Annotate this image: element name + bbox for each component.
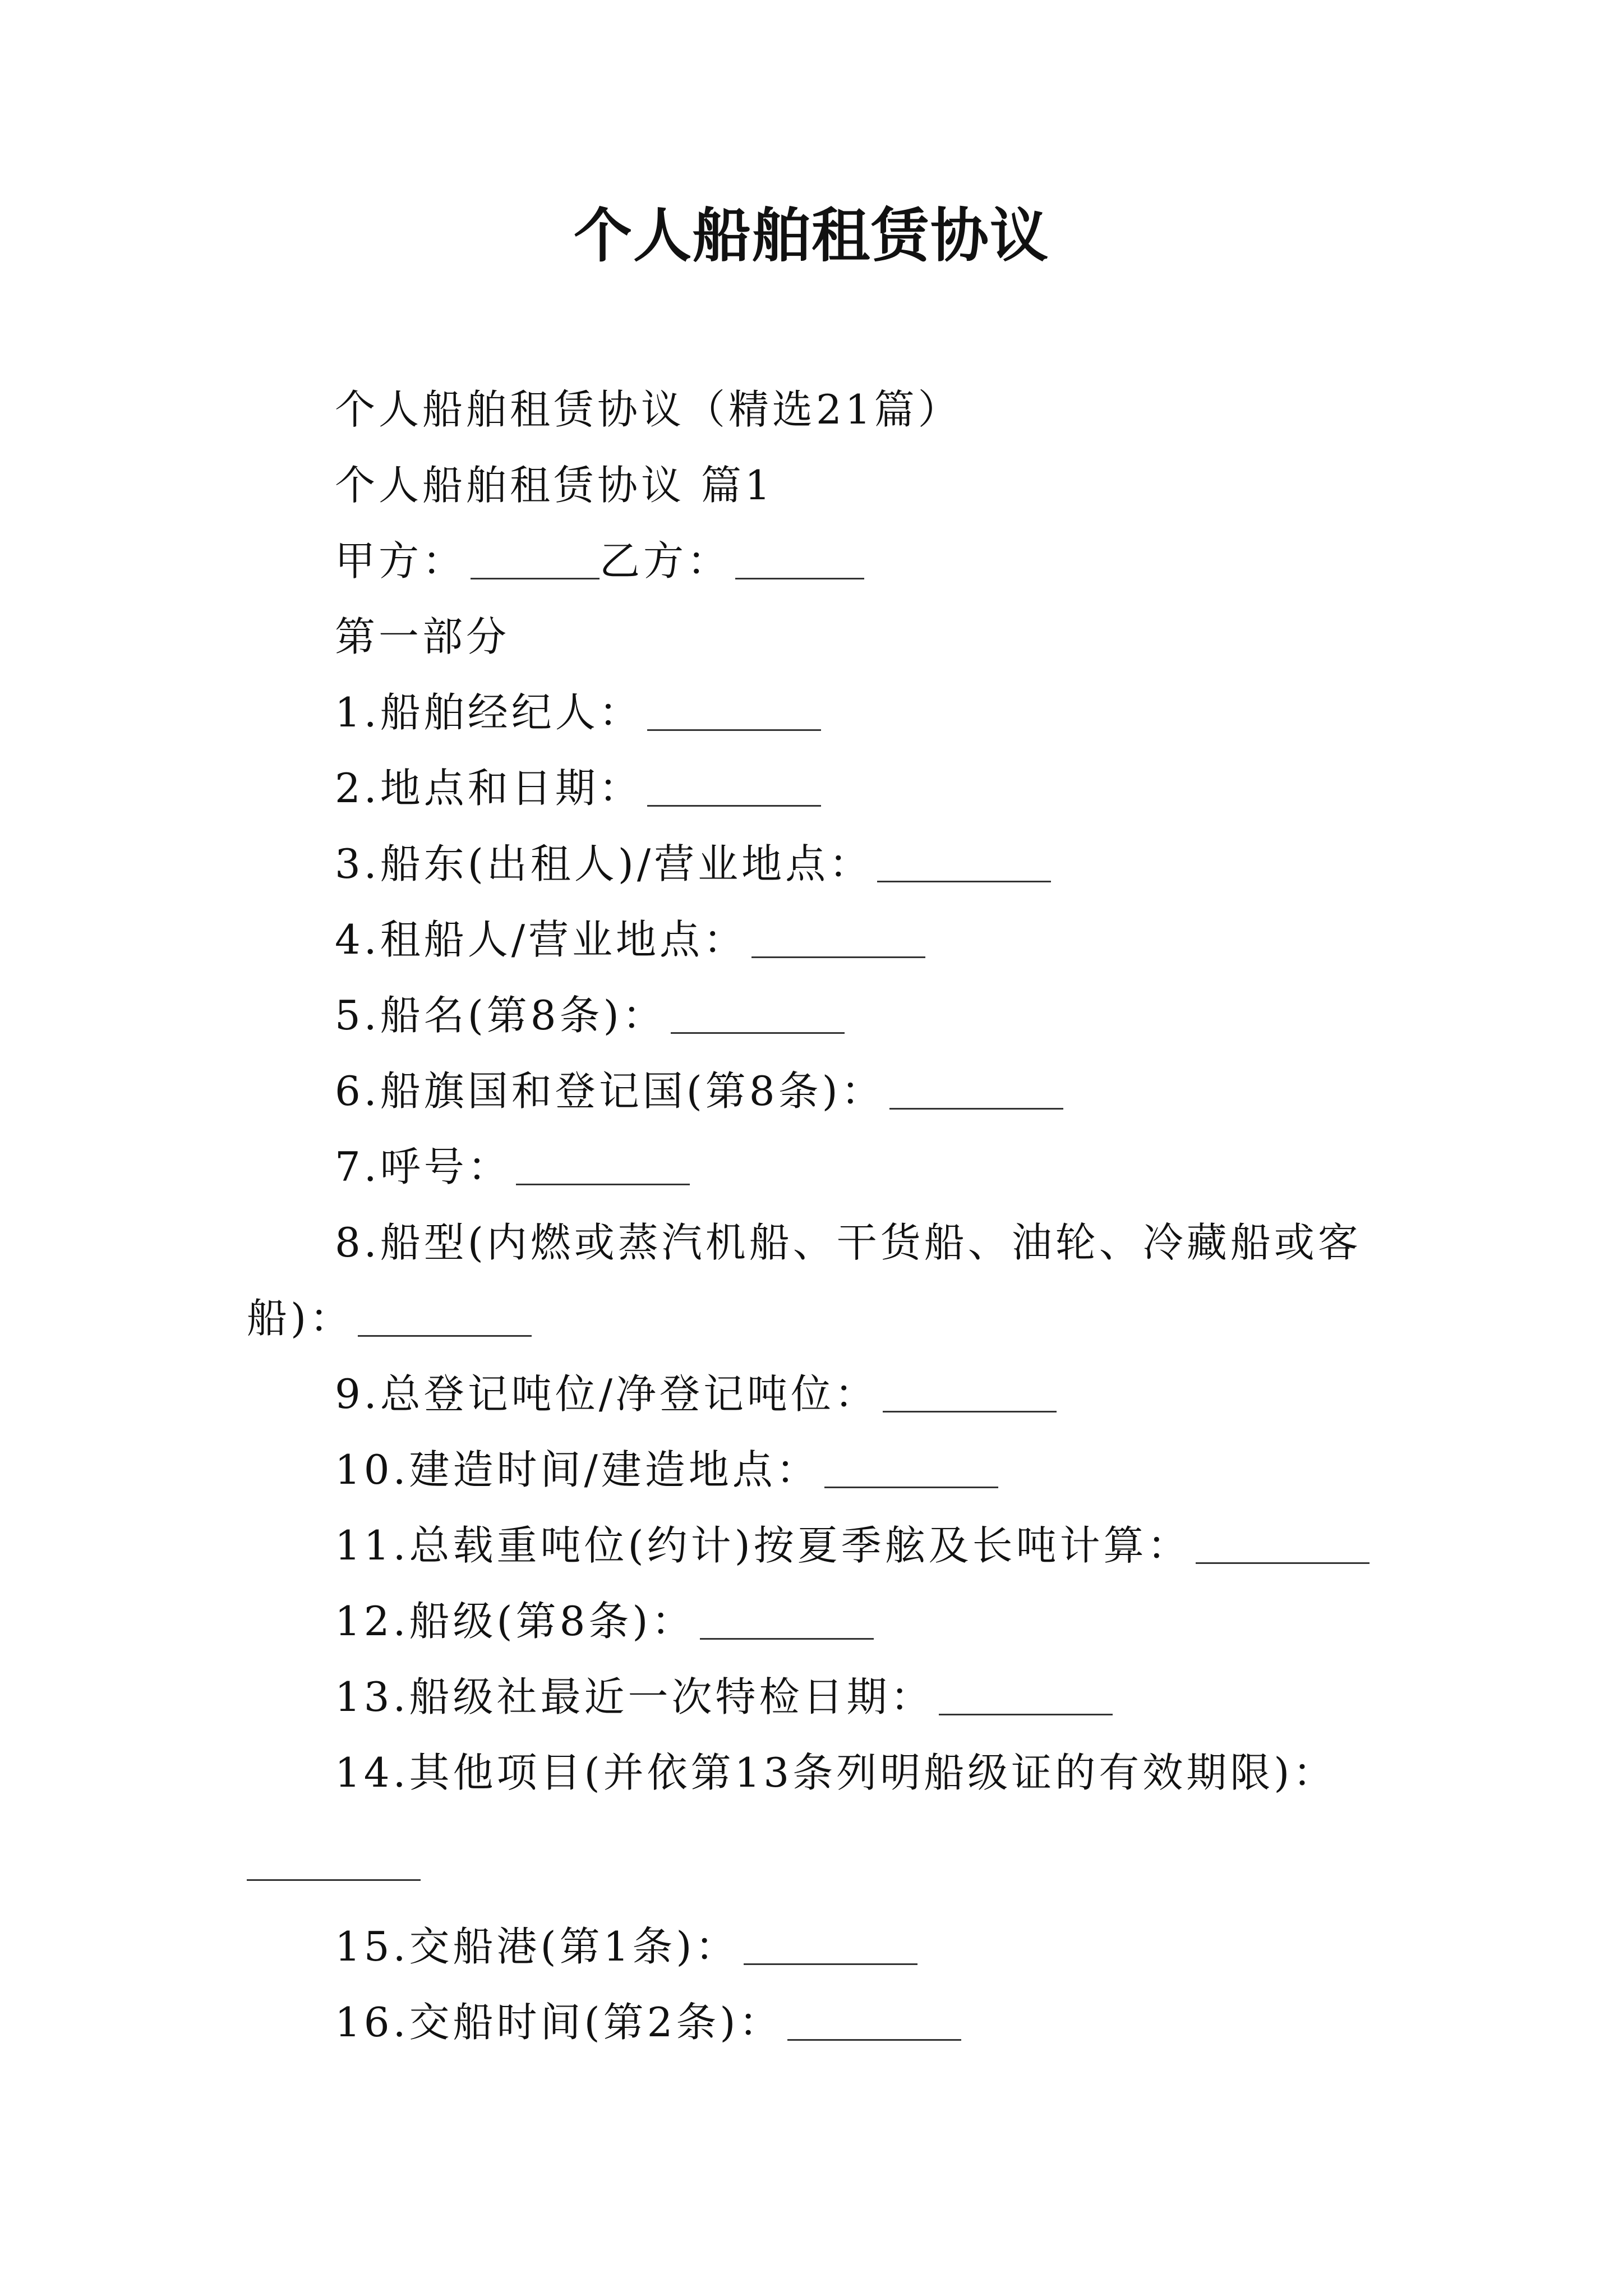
list-item-continuation — [247, 1290, 532, 1346]
item-label: 2.地点和日期： — [335, 765, 643, 812]
list-item: 8.船型(内燃或蒸汽机船、干货船、油轮、冷藏船或客 — [335, 1219, 1362, 1266]
item-label: 4.租船人/营业地点： — [335, 916, 747, 963]
item-blank — [700, 1638, 874, 1640]
list-item — [335, 912, 925, 968]
list-item — [335, 1517, 1370, 1573]
item-label: 13.船级社最近一次特检日期： — [335, 1673, 934, 1720]
item-blank — [1196, 1562, 1370, 1564]
list-item — [335, 1442, 998, 1498]
item-label: 船)： — [247, 1295, 354, 1342]
list-item — [335, 1063, 1063, 1119]
party-a-blank — [471, 578, 600, 579]
item-blank — [824, 1487, 998, 1488]
item-label: 9.总登记吨位/净登记吨位： — [335, 1370, 878, 1418]
list-item — [335, 987, 845, 1043]
list-item — [335, 1918, 917, 1975]
item-blank — [247, 1879, 421, 1881]
list-item — [335, 1994, 961, 2050]
document-title: 个人船舶租赁协议 — [573, 201, 1049, 270]
item-blank — [358, 1335, 532, 1337]
item-blank — [883, 1411, 1057, 1412]
item-label: 6.船旗国和登记国(第8条)： — [335, 1068, 885, 1115]
subtitle: 个人船舶租赁协议（精选21篇） — [335, 386, 962, 433]
item-label: 5.船名(第8条)： — [335, 992, 666, 1039]
list-item — [335, 1669, 1113, 1725]
list-item — [335, 684, 821, 740]
item-label: 10.建造时间/建造地点： — [335, 1446, 820, 1493]
item-label: 16.交船时间(第2条)： — [335, 1999, 783, 2046]
item-blank — [671, 1032, 845, 1034]
item-blank — [877, 881, 1051, 882]
item-blank — [939, 1714, 1113, 1715]
party-b-label: 乙方： — [600, 537, 731, 585]
item-label: 15.交船港(第1条)： — [335, 1923, 739, 1970]
part-one-heading: 第一部分 — [335, 613, 510, 660]
list-item-continuation — [247, 1834, 421, 1890]
list-item — [335, 1593, 874, 1649]
item-label: 12.船级(第8条)： — [335, 1598, 695, 1645]
list-item — [335, 836, 1051, 892]
section-heading: 个人船舶租赁协议 篇1 — [335, 462, 774, 509]
item-label: 7.呼号： — [335, 1143, 511, 1190]
item-blank — [787, 2039, 961, 2041]
item-blank — [751, 956, 925, 958]
parties-line — [335, 533, 864, 589]
list-item — [335, 1139, 690, 1195]
list-item — [335, 760, 821, 816]
item-blank — [647, 805, 821, 807]
party-b-blank — [735, 578, 864, 579]
item-label: 1.船舶经纪人： — [335, 689, 643, 736]
item-blank — [889, 1108, 1063, 1110]
item-blank — [516, 1184, 690, 1185]
item-blank — [647, 729, 821, 731]
list-item — [335, 1366, 1057, 1422]
item-label: 3.船东(出租人)/营业地点： — [335, 840, 873, 887]
list-item: 14.其他项目(并依第13条列明船级证的有效期限)： — [335, 1749, 1337, 1796]
party-a-label: 甲方： — [335, 537, 467, 585]
item-label: 11.总载重吨位(约计)按夏季舷及长吨计算： — [335, 1522, 1191, 1569]
item-blank — [744, 1963, 917, 1965]
